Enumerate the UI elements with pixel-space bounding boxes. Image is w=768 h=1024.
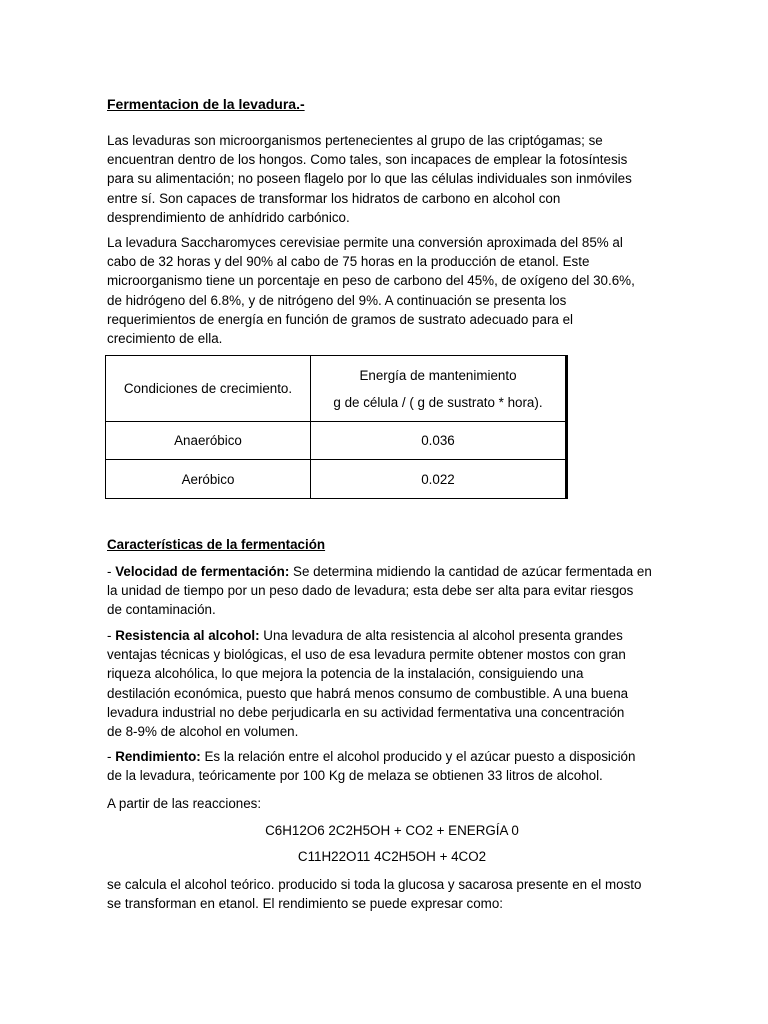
cell-value: 0.022 (311, 460, 567, 499)
text-line: cabo de 32 horas y del 90% al cabo de 75 horas en la producción de etanol. Este (107, 254, 590, 270)
text-line: para su alimentación; no poseen flagelo por lo que las células individuales son inmóviles (107, 171, 632, 187)
text-line: de la levadura, teóricamente por 100 Kg de melaza se obtienen 33 litros de alcohol. (107, 768, 603, 784)
text-line: destilación económica, puesto que habrá menos consumo de combustible. A una buena (107, 685, 629, 701)
text-run: Se determina midiendo la cantidad de azúcar fermentada en (289, 564, 652, 579)
text-line: crecimiento de ella. (107, 331, 223, 347)
text-line: La levadura Saccharomyces cerevisiae permite una conversión aproximada del 85% al (107, 235, 623, 250)
section-title: Características de la fermentación (107, 537, 326, 552)
text-line: desprendimiento de anhídrido carbónico. (107, 209, 350, 225)
resistencia-paragraph (107, 626, 677, 741)
bullet-dash: - (107, 564, 116, 579)
term-rendimiento: Rendimiento: (115, 749, 201, 764)
equation-1: C6H12O6 2C2H5OH + CO2 + ENERGÍA 0 (265, 823, 519, 838)
document-title: Fermentacion de la levadura.- (107, 96, 305, 112)
header-energia (311, 356, 567, 422)
term-velocidad: Velocidad de fermentación: (115, 564, 290, 579)
text-line: de hidrógeno del 6.8%, y de nitrógeno del 9%. A continuación se presenta los (107, 292, 567, 308)
bullet-dash: - (107, 749, 116, 764)
rendimiento-paragraph (107, 747, 677, 785)
table-row (106, 460, 567, 499)
cell-value: 0.036 (311, 422, 567, 460)
reacciones-intro (107, 794, 677, 813)
text-line: riqueza alcohólica, lo que mejora la potencia de la instalación, consiguiendo una (107, 666, 584, 682)
text-run: Una levadura de alta resistencia al alcohol presenta grandes (259, 628, 623, 643)
velocidad-paragraph (107, 562, 677, 620)
text-line: A partir de las reacciones: (107, 796, 262, 811)
equation-2: C11H22O11 4C2H5OH + 4CO2 (297, 849, 487, 864)
table-header-row (106, 356, 567, 422)
text-line: ventajas técnicas y biológicas, el uso de esa levadura permite obtener mostos con gran (107, 647, 626, 663)
intro-paragraph-2 (107, 233, 677, 348)
text-line: de 8-9% de alcohol en volumen. (107, 724, 299, 740)
header-energia-line-1: Energía de mantenimiento (359, 367, 517, 383)
text-line: Las levaduras son microorganismos pertenecientes al grupo de las criptógamas; se (107, 133, 603, 148)
text-run: Es la relación entre el alcohol producido y el azúcar puesto a disposición (200, 749, 636, 764)
intro-paragraph-1 (107, 131, 677, 227)
term-resistencia: Resistencia al alcohol: (115, 628, 260, 643)
text-line: encuentran dentro de los hongos. Como tales, son incapaces de emplear la fotosíntesis (107, 152, 628, 168)
text-line: entre sí. Son capaces de transformar los hidratos de carbono en alcohol con (107, 190, 561, 206)
header-energia-line-2: g de célula / ( g de sustrato * hora). (333, 394, 543, 410)
cell-condition: Aeróbico (106, 460, 311, 499)
header-condiciones: Condiciones de crecimiento. (106, 356, 311, 422)
text-line (107, 562, 677, 581)
table-row (106, 422, 567, 460)
text-line: se transforman en etanol. El rendimiento se puede expresar como: (107, 896, 503, 912)
bullet-dash: - (107, 628, 116, 643)
text-line: de contaminación. (107, 602, 216, 618)
text-line: microorganismo tiene un porcentaje en peso de carbono del 45%, de oxígeno del 30.6%, (107, 273, 635, 289)
text-line (107, 626, 677, 645)
text-line: requerimientos de energía en función de gramos de sustrato adecuado para el (107, 311, 573, 327)
text-line (107, 747, 677, 766)
closing-paragraph (107, 875, 677, 913)
text-line: la unidad de tiempo por un peso dado de levadura; esta debe ser alta para evitar riesgos (107, 583, 634, 599)
energy-table (105, 355, 568, 499)
text-line: se calcula el alcohol teórico. producido si toda la glucosa y sacarosa presente en el mosto (107, 877, 642, 892)
cell-condition: Anaeróbico (106, 422, 311, 460)
text-line: levadura industrial no debe perjudicarla en su actividad fermentativa una concentración (107, 704, 625, 720)
